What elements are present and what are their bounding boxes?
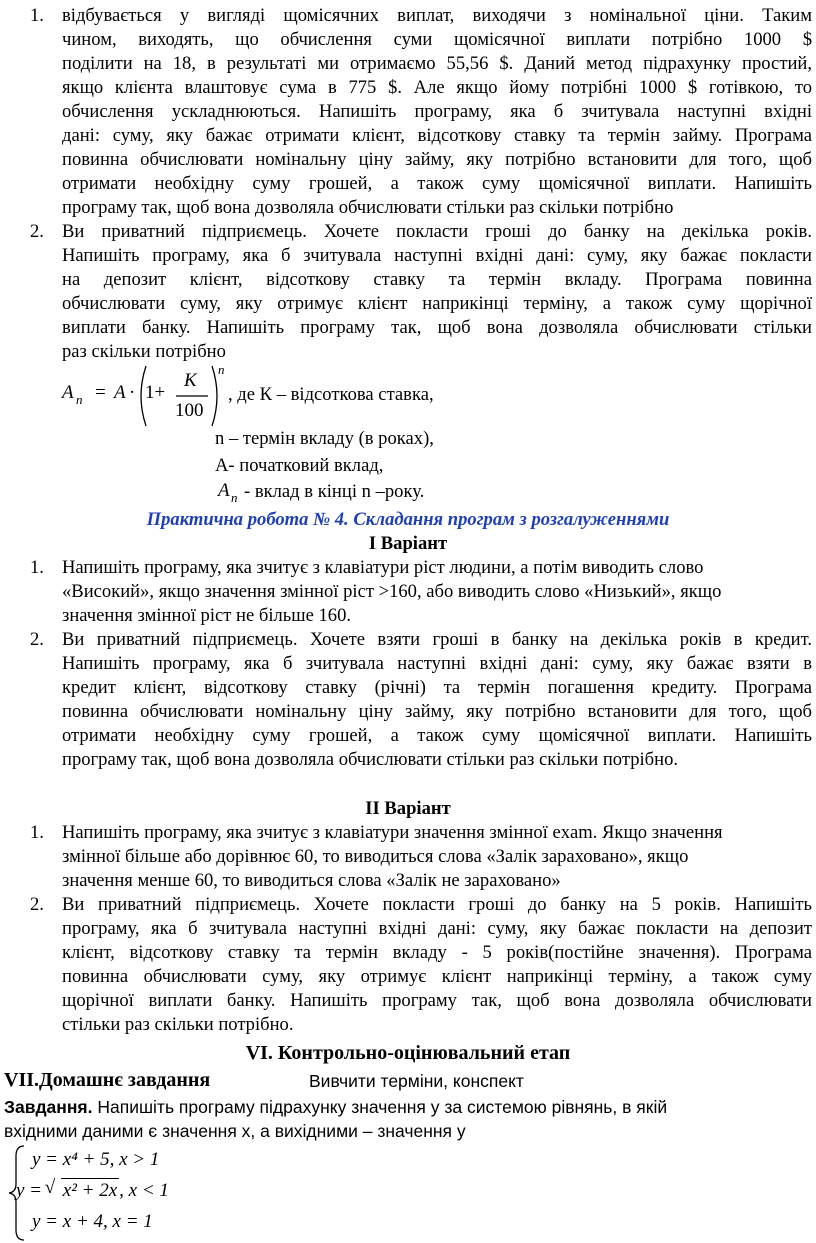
task1-line: обчислення ускладнюються. Напишіть програму, яка б зчитувала наступні вхідні xyxy=(62,101,812,122)
v1-task2-line: кредит клієнт, відсоткову ставку (річні) та термін погашення кредиту. Програма xyxy=(62,677,812,698)
task-label: Завдання. xyxy=(4,1097,93,1117)
formula-dot: · xyxy=(129,382,136,403)
formula-eq: = xyxy=(95,382,106,403)
eq2-condition: , x < 1 xyxy=(119,1180,169,1201)
sqrt-sign: √ xyxy=(44,1177,56,1198)
v2-task2-line: програму, яка б зчитувала наступні вхідні дані: суму, яку бажає покласти на депозит xyxy=(62,918,812,939)
list-number: 1. xyxy=(30,822,44,843)
v1-task2-line: програму так, щоб вона дозволяла обчислювати стільки раз скільки потрібно. xyxy=(62,749,679,770)
v2-task1-line: Напишіть програму, яка зчитує з клавіатури значення змінної exam. Якщо значення xyxy=(62,822,723,843)
v2-task2-line: Ви приватний підприємець. Хочете покласти гроші до банку на 5 років. Напишіть xyxy=(62,894,812,915)
v1-task1-line: «Високий», якщо значення змінної ріст >160, або виводить слово «Низький», якщо xyxy=(62,581,722,602)
eq2-radicand: √ x² + 2x xyxy=(44,1177,118,1201)
v2-task2-line: стільки раз скільки потрібно. xyxy=(62,1014,294,1035)
practical-title: Практична робота № 4. Складання програм з розгалуженнями xyxy=(146,509,670,530)
formula-lhs-sub: n xyxy=(76,392,83,407)
system-eq-3: y = x + 4, x = 1 xyxy=(32,1211,153,1232)
formula-desc: , де К – відсоткова ставка, xyxy=(228,384,434,405)
task1-line: отримати необхідну суму грошей, а також суму щомісячної виплати. Напишіть xyxy=(62,173,812,194)
formula-a: A xyxy=(114,382,126,403)
formula-lhs: A xyxy=(62,382,74,403)
homework-task-line-1 xyxy=(4,1095,667,1119)
list-number: 2. xyxy=(30,894,44,915)
formula-an-sub: n xyxy=(231,490,238,505)
task1-line: повинна обчислювати номінальну ціну займу, яку потрібно встановити для того, щоб xyxy=(62,149,812,170)
formula-exponent: n xyxy=(218,362,225,377)
system-eq-1: y = x⁴ + 5, x > 1 xyxy=(32,1149,160,1170)
task2-line: виплати банку. Напишіть програму так, щоб вона дозволяла обчислювати стільки xyxy=(62,317,812,338)
formula-a-desc: А- початковий вклад, xyxy=(215,455,384,476)
v1-task1-line: Напишіть програму, яка зчитує з клавіатури ріст людини, а потім виводить слово xyxy=(62,557,704,578)
task2-line: раз скільки потрібно xyxy=(62,341,226,362)
system-eq-2 xyxy=(16,1178,169,1203)
v2-task2-line: повинна обчислювати суму, яку отримує клієнт наприкінці терміну, а також суму xyxy=(62,966,812,987)
v1-task2-line: Напишіть програму, яка б зчитувала наступні вхідні дані: суму, яку бажає взяти в xyxy=(62,653,812,674)
task2-line: на депозит клієнт, відсоткову ставку та термін вкладу. Програма повинна xyxy=(62,269,812,290)
list-number: 1. xyxy=(30,557,44,578)
formula-one-plus: 1+ xyxy=(145,382,166,403)
task1-line: програму так, щоб вона дозволяла обчислювати стільки раз скільки потрібно xyxy=(62,197,674,218)
task2-line: Напишіть програму, яка б зчитувала наступні вхідні дані: суму, яку бажає покласти xyxy=(62,245,812,266)
task1-line: дані: суму, яку бажає отримати клієнт, відсоткову ставку та термін займу. Програма xyxy=(62,125,812,146)
v1-task2-line: отримати необхідну суму грошей, а також суму щомісячної виплати. Напишіть xyxy=(62,725,812,746)
eq2-prefix: y = xyxy=(16,1180,47,1201)
task1-line: поділити на 18, в результаті ми отримаємо 55,56 $. Даний метод підрахунку простий, xyxy=(62,53,812,74)
task1-line: якщо клієнта влаштовує сума в 775 $. Але якщо йому потрібні 1000 $ готівкою, то xyxy=(62,77,812,98)
formula-an-symbol: A xyxy=(218,480,230,501)
formula-an-desc: - вклад в кінці n –року. xyxy=(244,481,425,502)
v2-task2-line: щорічної виплати банку. Напишіть програму так, щоб вона дозволяла обчислювати xyxy=(62,990,812,1011)
list-number: 2. xyxy=(30,221,44,242)
formula-numerator: K xyxy=(184,370,197,391)
task2-line: Ви приватний підприємець. Хочете покласти гроші до банку на декілька років. xyxy=(62,221,812,242)
task-text-2: вхідними даними є значення х, а вихідними – значення у xyxy=(4,1121,466,1141)
v1-task2-line: Ви приватний підприємець. Хочете взяти гроші в банку на декілька років в кредит. xyxy=(62,629,812,650)
variant-2-title: ІІ Варіант xyxy=(365,798,451,819)
variant-1-title: І Варіант xyxy=(368,533,448,554)
v2-task1-line: значення менше 60, то виводиться слова «Залік не зараховано» xyxy=(62,870,561,891)
section-7-text: Вивчити терміни, конспект xyxy=(309,1071,524,1091)
list-number: 1. xyxy=(30,5,44,26)
v2-task2-line: клієнт, відсоткову ставку та термін вкладу - 5 років(постійне значення). Програма xyxy=(62,942,812,963)
task2-line: обчислювати суму, яку отримує клієнт наприкінці терміну, а також суму щорічної xyxy=(62,293,812,314)
formula-denominator: 100 xyxy=(175,400,204,421)
v1-task2-line: повинна обчислювати номінальну ціну займу, яку потрібно встановити для того, щоб xyxy=(62,701,812,722)
list-number: 2. xyxy=(30,629,44,650)
v1-task1-line: значення змінної ріст не більше 160. xyxy=(62,605,352,626)
v2-task1-line: змінної більше або дорівнює 60, то виводиться слова «Залік зараховано», якщо xyxy=(62,846,689,867)
section-7-label: VII.Домашнє завдання xyxy=(4,1069,211,1091)
task1-line: чином, виходять, що обчислення суми щомісячної виплати потрібно 1000 $ xyxy=(62,29,812,50)
section-6-title: VI. Контрольно-оцінювальний етап xyxy=(245,1042,571,1064)
task1-line: відбувається у вигляді щомісячних виплат, виходячи з номінальної ціни. Таким xyxy=(62,5,812,26)
task-text-1: Напишіть програму підрахунку значення у за системою рівнянь, в якій xyxy=(92,1097,668,1117)
formula-n-desc: n – термін вкладу (в роках), xyxy=(215,428,434,449)
